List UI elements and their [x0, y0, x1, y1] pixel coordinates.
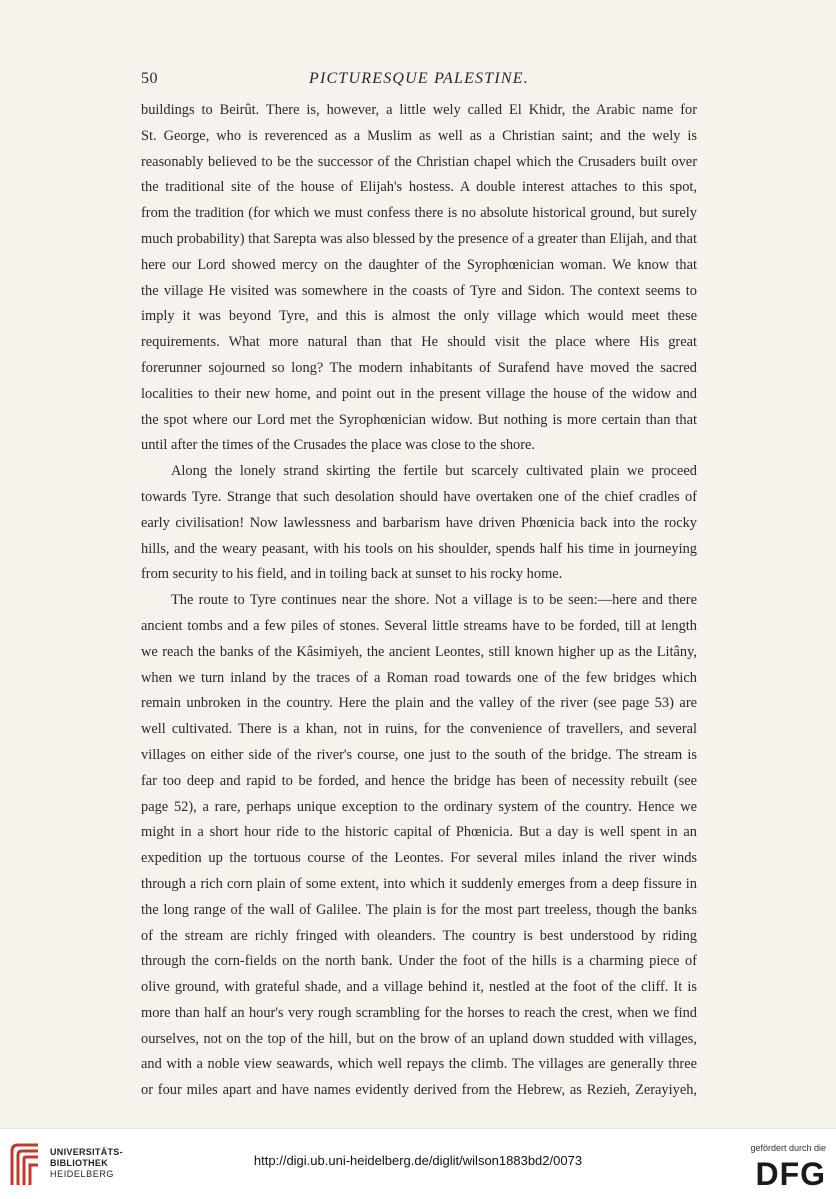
university-library-name	[50, 1147, 123, 1180]
running-head	[141, 70, 697, 92]
text-line: from the tradition (for which we must confess there is no absolute historical ground, but surely	[141, 205, 697, 222]
text-line: olive ground, with grateful shade, and a village behind it, nestled at the foot of the cliff. It is	[141, 979, 697, 996]
page-number: 50	[141, 70, 158, 87]
text-line: or four miles apart and have names evidently derived from the Hebrew, as Rezieh, Zerayiyeh,	[141, 1082, 697, 1099]
text-line: reasonably believed to be the successor of the Christian chapel which the Crusaders built over	[141, 153, 697, 170]
text-line: of the stream are richly fringed with oleanders. The country is best understood by riding	[141, 927, 697, 944]
dfg-logo-icon: DFG	[755, 1156, 826, 1192]
text-line: ourselves, not on the top of the hill, but on the brow of an upland down studded with villages,	[141, 1030, 697, 1047]
text-line: through the corn-fields on the north bank. Under the foot of the hills is a charming piece of	[141, 953, 697, 970]
text-line: localities to their new home, and point out in the present village the house of the widow and	[141, 385, 697, 402]
uni-name-line: UNIVERSITÄTS-	[50, 1147, 123, 1157]
text-line: early civilisation! Now lawlessness and barbarism have driven Phœnicia back into the rocky	[141, 514, 697, 531]
text-line: the spot where our Lord met the Syrophœnician widow. But nothing is more certain than that	[141, 411, 697, 428]
university-library-logo-icon	[8, 1141, 44, 1187]
text-line: forerunner sojourned so long? The modern inhabitants of Surafend have moved the sacred	[141, 359, 697, 376]
text-line: St. George, who is reverenced as a Muslim as well as a Christian saint; and the wely is	[141, 127, 697, 144]
text-line: well cultivated. There is a khan, not in ruins, for the convenience of travellers, and several	[141, 721, 697, 738]
funder-text: gefördert durch die	[750, 1143, 826, 1153]
body-text	[141, 98, 697, 1104]
text-line: we reach the banks of the Kâsimiyeh, the ancient Leontes, still known higher up as the Litâny,	[141, 643, 697, 660]
text-line: page 52), a rare, perhaps unique exception to the ordinary system of the country. Hence we	[141, 798, 697, 815]
text-line: ancient tombs and a few piles of stones. Several little streams have to be forded, till at length	[141, 617, 697, 634]
text-line: towards Tyre. Strange that such desolation should have overtaken one of the chief cradles of	[141, 488, 697, 505]
text-line: Along the lonely strand skirting the fertile but scarcely cultivated plain we proceed	[171, 463, 697, 480]
text-line: more than half an hour's very rough scrambling for the horses to reach the crest, when we find	[141, 1004, 697, 1021]
text-line: remain unbroken in the country. Here the plain and the valley of the river (see page 53) are	[141, 695, 697, 712]
text-line: here our Lord showed mercy on the daughter of the Syrophœnician woman. We know that	[141, 256, 697, 273]
text-line: The route to Tyre continues near the shore. Not a village is to be seen:—here and there	[171, 592, 697, 609]
text-line: until after the times of the Crusades the place was close to the shore.	[141, 437, 536, 454]
uni-name-line: HEIDELBERG	[50, 1169, 115, 1179]
text-line: villages on either side of the river's course, one just to the south of the bridge. The stream is	[141, 746, 697, 763]
text-line: the village He visited was somewhere in the coasts of Tyre and Sidon. The context seems to	[141, 282, 697, 299]
text-line: far too deep and rapid to be forded, and hence the bridge has been of necessity rebuilt (see	[141, 772, 697, 789]
text-line: imply it was beyond Tyre, and this is almost the only village which would meet these	[141, 308, 697, 325]
uni-name-line: BIBLIOTHEK	[50, 1158, 108, 1168]
source-url-link[interactable]: http://digi.ub.uni-heidelberg.de/diglit/wilson1883bd2/0073	[253, 1153, 583, 1168]
running-title: PICTURESQUE PALESTINE.	[309, 70, 529, 87]
text-line: the long range of the wall of Galilee. The plain is for the most part treeless, though the banks	[141, 901, 697, 918]
text-line: through a rich corn plain of some extent, into which it suddenly emerges from a deep fissure in	[141, 875, 697, 892]
text-line: the traditional site of the house of Elijah's hostess. A double interest attaches to this spot,	[141, 179, 697, 196]
digitization-footer	[0, 1128, 836, 1199]
text-line: expedition up the tortuous course of the Leontes. For several miles inland the river winds	[141, 850, 697, 867]
text-line: hills, and the weary peasant, with his tools on his shoulder, spends half his time in journeying	[141, 540, 697, 557]
text-line: might in a short hour ride to the historic capital of Phœnicia. But a day is well spent in an	[141, 824, 697, 841]
text-line: from security to his field, and in toiling back at sunset to his rocky home.	[141, 566, 563, 583]
text-line: and with a noble view seawards, which well repays the climb. The villages are generally three	[141, 1056, 697, 1073]
text-line: buildings to Beirût. There is, however, a little wely called El Khidr, the Arabic name for	[141, 102, 697, 118]
text-line: when we turn inland by the traces of a Roman road towards one of the few bridges which	[141, 669, 697, 686]
text-line: requirements. What more natural than that He should visit the place where His great	[141, 334, 697, 351]
text-line: much probability) that Sarepta was also blessed by the presence of a greater than Elijah, and that	[141, 230, 697, 247]
